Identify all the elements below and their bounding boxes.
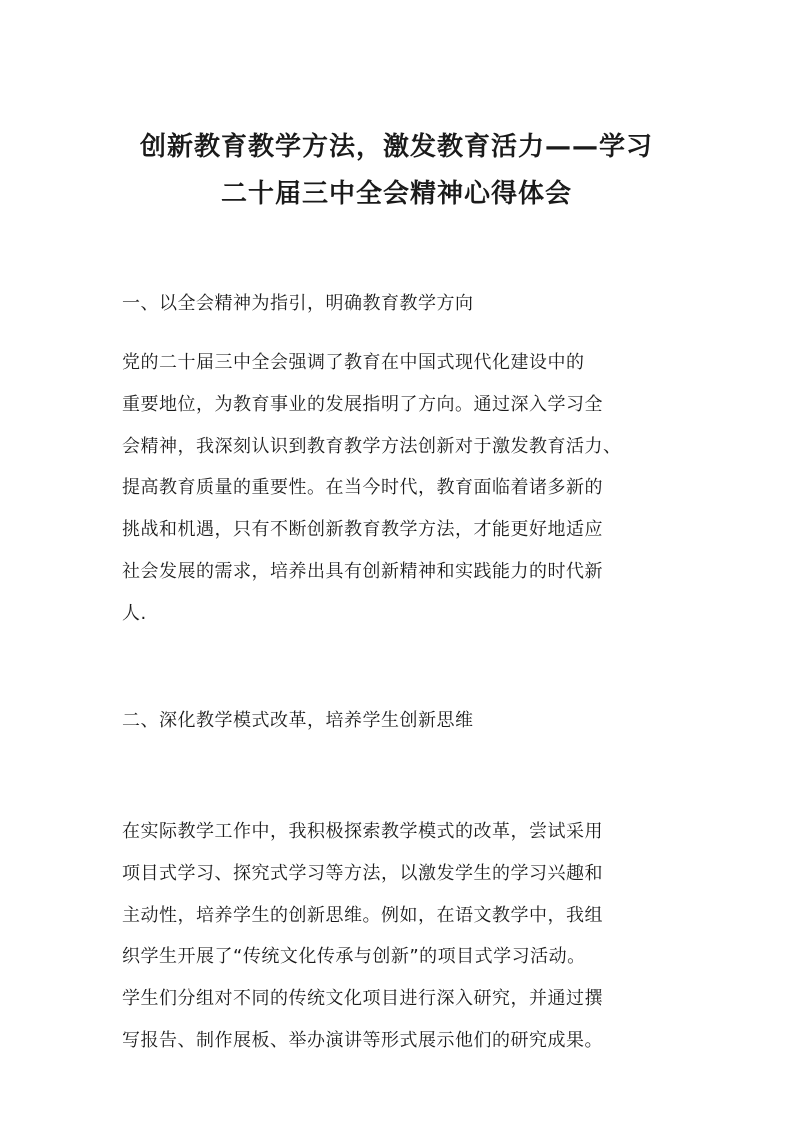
paragraph-line: 社会发展的需求，培养出具有创新精神和实践能力的时代新 — [122, 560, 603, 582]
paragraph-line: 人. — [122, 602, 147, 624]
paragraph-line: 会精神，我深刻认识到教育教学方法创新对于激发教育活力、 — [122, 435, 622, 457]
paragraph-line: 在实际教学工作中，我积极探索教学模式的改革，尝试采用 — [122, 821, 603, 842]
section-heading-1: 一、以全会精神为指引，明确教育教学方向 — [122, 293, 474, 314]
paragraph-line: 织学生开展了“传统文化传承与创新”的项目式学习活动。 — [122, 946, 586, 968]
paragraph-line: 提高教育质量的重要性。在当今时代，教育面临着诸多新的 — [122, 477, 603, 499]
paragraph-line: 党的二十届三中全会强调了教育在中国式现代化建设中的 — [122, 352, 585, 373]
paragraph-line: 学生们分组对不同的传统文化项目进行深入研究，并通过撰 — [122, 988, 603, 1010]
paragraph-line: 项目式学习、探究式学习等方法，以激发学生的学习兴趣和 — [122, 862, 603, 884]
paragraph-line: 重要地位，为教育事业的发展指明了方向。通过深入学习全 — [122, 393, 603, 415]
document-title-line-2: 二十届三中全会精神心得体会 — [220, 179, 572, 209]
paragraph-line: 挑战和机遇，只有不断创新教育教学方法，才能更好地适应 — [122, 519, 603, 541]
section-1-paragraph — [122, 342, 674, 635]
paragraph-line: 写报告、制作展板、举办演讲等形式展示他们的研究成果。 — [122, 1029, 603, 1051]
section-2-paragraph — [122, 811, 674, 1062]
paragraph-line: 主动性，培养学生的创新思维。例如，在语文教学中，我组 — [122, 904, 603, 926]
section-heading-2: 二、深化教学模式改革，培养学生创新思维 — [122, 710, 474, 731]
document-title-line-1: 创新教育教学方法，激发教育活力——学习 — [139, 132, 653, 162]
